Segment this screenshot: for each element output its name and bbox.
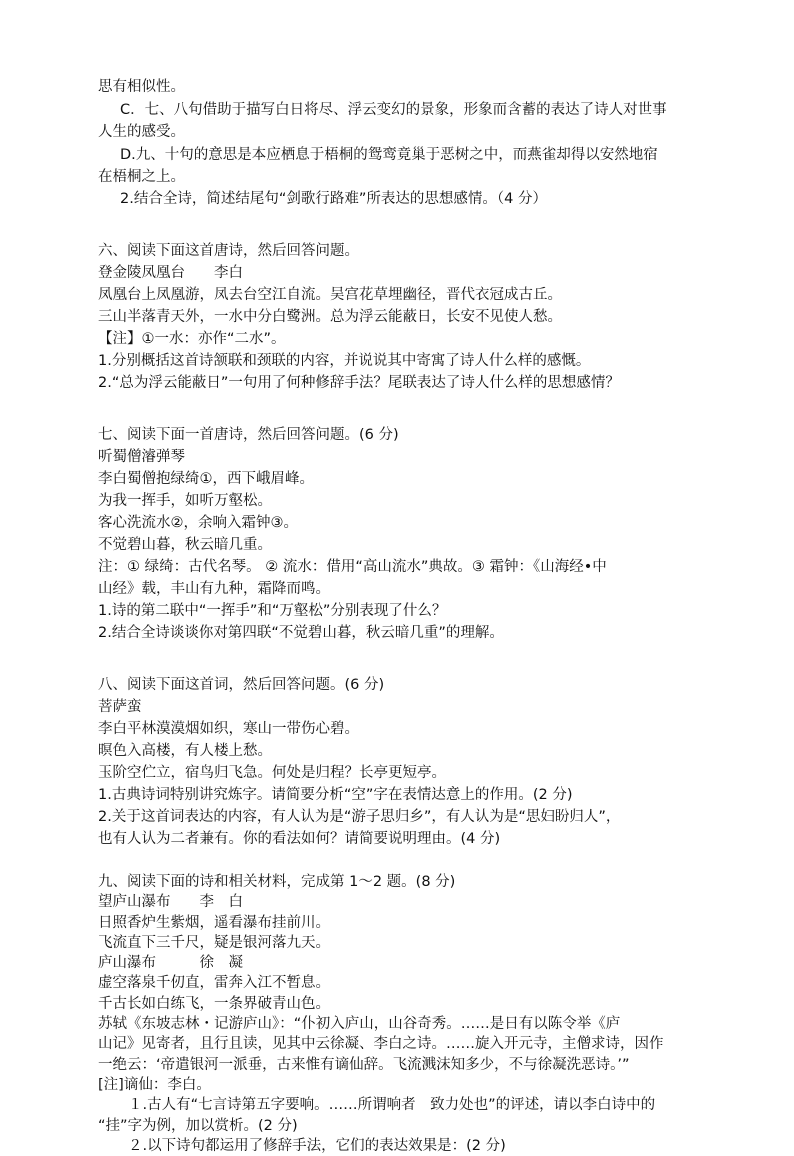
text-line: 也有人认为二者兼有。你的看法如何？请简要说明理由。(4 分) (98, 831, 501, 847)
question-1: 1.古典诗词特别讲究炼字。请简要分析“空”字在表情达意上的作用。(2 分) (98, 787, 573, 803)
question-1: 1.分别概括这首诗颔联和颈联的内容，并说说其中寄寓了诗人什么样的感慨。 (98, 353, 591, 369)
text-line: 在梧桐之上。 (98, 169, 185, 185)
material-text: 一绝云：‘帝遣银河一派垂，古来惟有谪仙辞。飞流溅沫知多少，不与徐凝洗恶诗。’” (98, 1057, 630, 1073)
poem-title: 庐山瀑布 徐 凝 (98, 955, 243, 971)
poem-line: 三山半落青天外，一水中分白鹭洲。总为浮云能蔽日，长安不见使人愁。 (98, 309, 562, 325)
question-2: 2.结合全诗，简述结尾句“剑歌行路难”所表达的思想感情。（4 分） (120, 191, 547, 207)
question-2: 2.“总为浮云能蔽日”一句用了何种修辞手法？尾联表达了诗人什么样的思想感情？ (98, 375, 620, 391)
poem-title: 听蜀僧濬弹琴 (98, 449, 185, 465)
question-1: １.古人有“七言诗第五字要响。……所谓响者 致力处也”的评述，请以李白诗中的 (128, 1097, 656, 1113)
poem-line: 李白蜀僧抱绿绮①，西下峨眉峰。 (98, 471, 314, 487)
poem-title: 望庐山瀑布 李 白 (98, 894, 243, 910)
option-d: D.九、十句的意思是本应栖息于梧桐的鸳鸾竟巢于恶树之中，而燕雀却得以安然地宿 (120, 147, 658, 163)
section-9-heading: 九、阅读下面的诗和相关材料，完成第 1～2 题。(8 分) (98, 874, 456, 890)
section-6-heading: 六、阅读下面这首唐诗，然后回答问题。 (98, 243, 359, 259)
poem-line: 客心洗流水②，余响入霜钟③。 (98, 515, 298, 531)
poem-line: 虚空落泉千仞直，雷奔入江不暂息。 (98, 975, 330, 991)
poem-title: 登金陵凤凰台 李白 (98, 265, 243, 281)
poem-line: 飞流直下三千尺，疑是银河落九天。 (98, 935, 330, 951)
poem-line: 凤凰台上凤凰游，凤去台空江自流。吴宫花草埋幽径，晋代衣冠成古丘。 (98, 287, 562, 303)
poem-line: 暝色入高楼，有人楼上愁。 (98, 743, 272, 759)
note: 注：① 绿绮：古代名琴。 ② 流水：借用“高山流水”典故。③ 霜钟：《山海经•中 (98, 559, 607, 575)
poem-line: 不觉碧山暮，秋云暗几重。 (98, 537, 272, 553)
note: [注]谪仙：李白。 (98, 1077, 211, 1093)
text-line: 人生的感受。 (98, 124, 185, 140)
poem-line: 玉阶空伫立，宿鸟归飞急。何处是归程？长亭更短亭。 (98, 765, 446, 781)
question-1-continued: “挂”字为例，加以赏析。(2 分) (98, 1118, 298, 1134)
text-line: 思有相似性。 (98, 79, 185, 95)
note-continued: 山经》载，丰山有九种，霜降而鸣。 (98, 581, 330, 597)
question-2: 2.结合全诗谈谈你对第四联“不觉碧山暮，秋云暗几重”的理解。 (98, 625, 504, 641)
question-2: ２.以下诗句都运用了修辞手法，它们的表达效果是：(2 分) (128, 1138, 506, 1154)
question-2: 2.关于这首词表达的内容，有人认为是“游子思归乡”，有人认为是“思妇盼归人”， (98, 809, 621, 825)
question-1: 1.诗的第二联中“一挥手”和“万壑松”分别表现了什么？ (98, 603, 447, 619)
material-text: 山记》见寄者，且行且读，见其中云徐凝、李白之诗。……旋入开元寺，主僧求诗，因作 (98, 1036, 664, 1052)
section-8-heading: 八、阅读下面这首词，然后回答问题。(6 分) (98, 677, 385, 693)
note: 【注】①一水：亦作“二水”。 (98, 331, 286, 347)
poem-title: 菩萨蛮 (98, 699, 142, 715)
poem-line: 李白平林漠漠烟如织，寒山一带伤心碧。 (98, 721, 359, 737)
poem-line: 为我一挥手，如听万壑松。 (98, 493, 272, 509)
poem-line: 日照香炉生紫烟，遥看瀑布挂前川。 (98, 915, 330, 931)
material-text: 苏轼《东坡志林・记游庐山》：“仆初入庐山，山谷奇秀。……是日有以陈令举《庐 (98, 1016, 621, 1032)
poem-line: 千古长如白练飞，一条界破青山色。 (98, 996, 330, 1012)
section-7-heading: 七、阅读下面一首唐诗，然后回答问题。(6 分) (98, 427, 399, 443)
option-c: C．七、八句借助于描写白日将尽、浮云变幻的景象，形象而含蓄的表达了诗人对世事 (120, 102, 667, 118)
